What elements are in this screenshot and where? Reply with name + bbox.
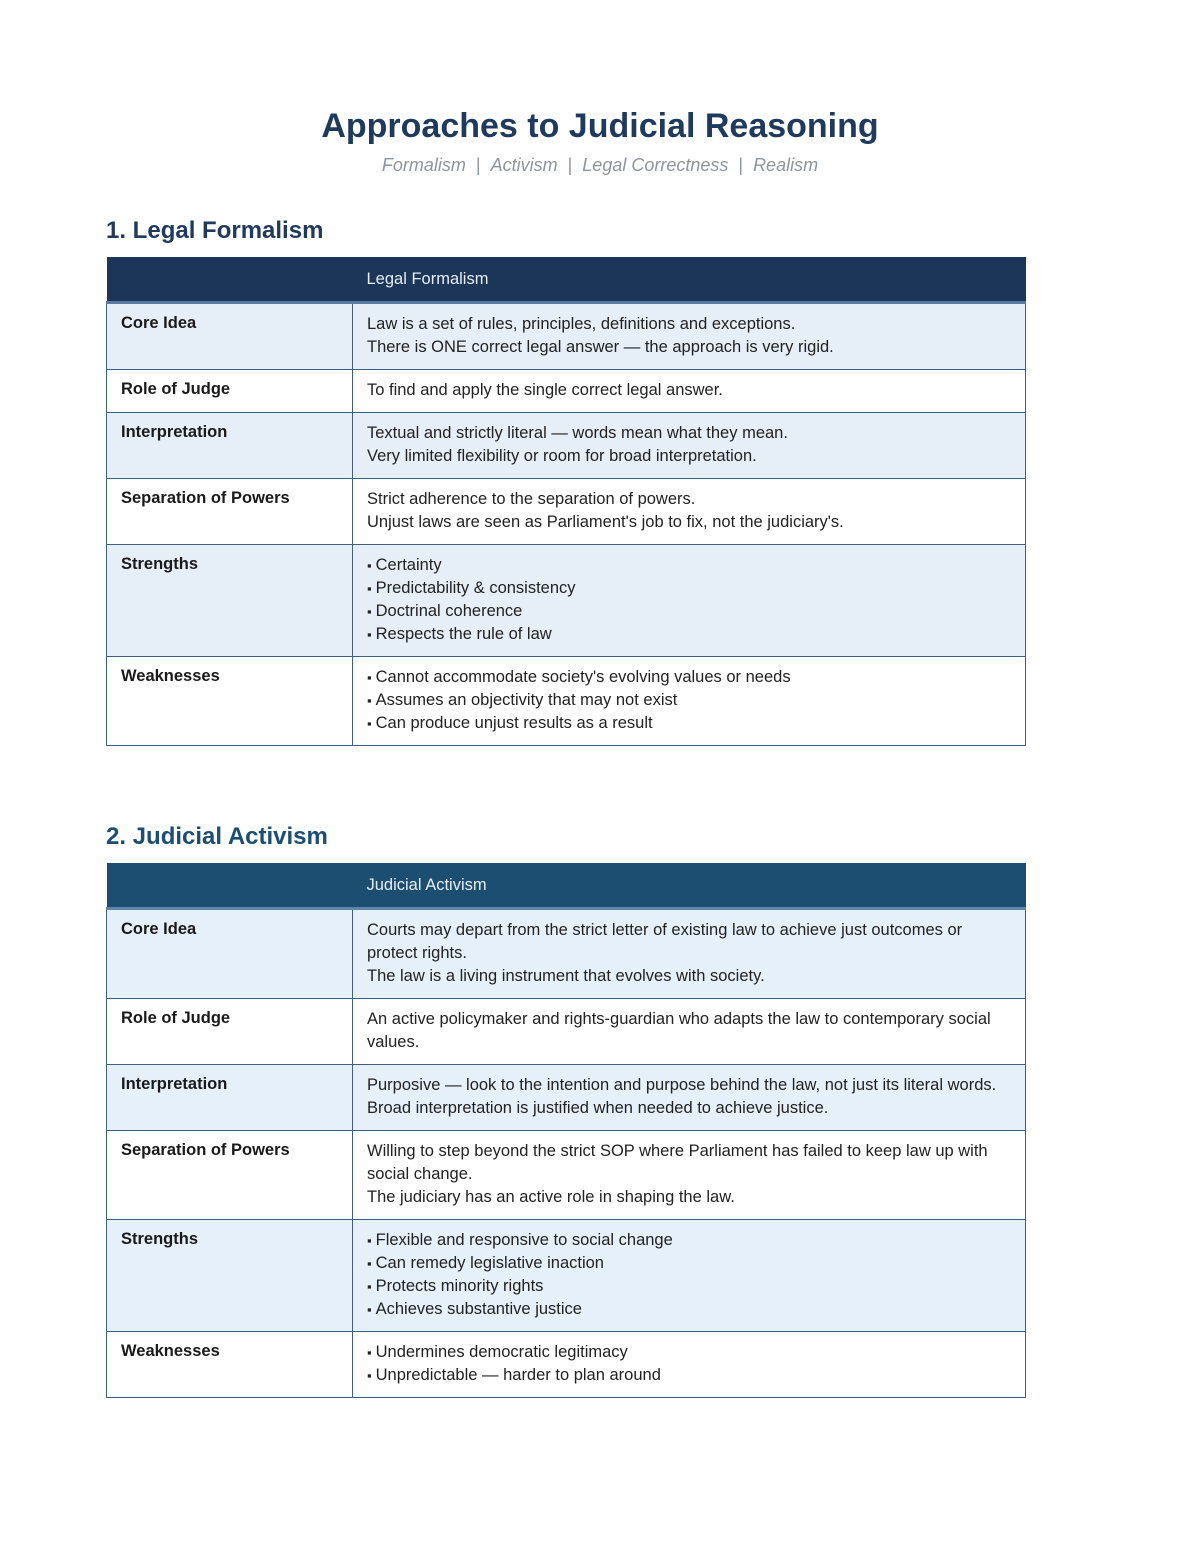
bullet-item: ▪ Can produce unjust results as a result — [367, 712, 1011, 735]
header-empty-cell — [107, 257, 353, 303]
subtitle-item: Activism — [490, 155, 558, 175]
bullet-item: ▪ Cannot accommodate society's evolving values or needs — [367, 666, 1011, 689]
content-line: There is ONE correct legal answer — the approach is very rigid. — [367, 338, 834, 356]
row-label: Weaknesses — [107, 1332, 353, 1398]
row-label: Separation of Powers — [107, 1131, 353, 1220]
content-line: Willing to step beyond the strict SOP where Parliament has failed to keep law up with social change. — [367, 1142, 988, 1183]
content-line: Purposive — look to the intention and purpose behind the law, not just its literal words. — [367, 1076, 997, 1094]
document-title: Approaches to Judicial Reasoning — [321, 107, 879, 145]
row-label: Strengths — [107, 545, 353, 657]
document-subtitle — [0, 154, 1200, 176]
header-cell: Judicial Activism — [353, 863, 1026, 909]
table-row — [107, 1065, 1026, 1131]
table-row — [107, 909, 1026, 999]
row-label: Core Idea — [107, 909, 353, 999]
row-content — [353, 545, 1026, 657]
bullet-item: ▪ Certainty — [367, 554, 1011, 577]
table-row — [107, 479, 1026, 545]
row-label: Weaknesses — [107, 657, 353, 746]
table-row — [107, 1332, 1026, 1398]
table-row — [107, 1220, 1026, 1332]
header-cell: Legal Formalism — [353, 257, 1026, 303]
section-heading-legal-formalism: 1. Legal Formalism — [106, 217, 324, 244]
row-label: Interpretation — [107, 1065, 353, 1131]
table-judicial-activism — [106, 863, 1026, 1398]
row-content — [353, 909, 1026, 999]
content-line: The law is a living instrument that evolves with society. — [367, 967, 765, 985]
row-label: Separation of Powers — [107, 479, 353, 545]
table-row — [107, 303, 1026, 370]
row-label: Core Idea — [107, 303, 353, 370]
table-header-row — [107, 257, 1026, 303]
bullet-item: ▪ Respects the rule of law — [367, 623, 1011, 646]
row-label: Role of Judge — [107, 999, 353, 1065]
bullet-item: ▪ Doctrinal coherence — [367, 600, 1011, 623]
table-row — [107, 999, 1026, 1065]
row-label: Strengths — [107, 1220, 353, 1332]
content-line: Textual and strictly literal — words mean what they mean. — [367, 424, 788, 442]
table-header-row — [107, 863, 1026, 909]
row-content — [353, 657, 1026, 746]
content-line: Law is a set of rules, principles, definitions and exceptions. — [367, 315, 796, 333]
subtitle-separator: | — [475, 155, 481, 175]
content-line: Very limited flexibility or room for broad interpretation. — [367, 447, 757, 465]
bullet-item: ▪ Undermines democratic legitimacy — [367, 1341, 1011, 1364]
bullet-item: ▪ Assumes an objectivity that may not exist — [367, 689, 1011, 712]
row-content — [353, 1131, 1026, 1220]
subtitle-item: Formalism — [381, 155, 466, 175]
row-content — [353, 479, 1026, 545]
table-row — [107, 370, 1026, 413]
row-content — [353, 1332, 1026, 1398]
row-content — [353, 1220, 1026, 1332]
content-line: Strict adherence to the separation of powers. — [367, 490, 696, 508]
table-legal-formalism — [106, 257, 1026, 746]
row-label: Role of Judge — [107, 370, 353, 413]
content-line: Courts may depart from the strict letter of existing law to achieve just outcomes or protect rights. — [367, 921, 963, 962]
table-row — [107, 1131, 1026, 1220]
bullet-item: ▪ Flexible and responsive to social change — [367, 1229, 1011, 1252]
row-content — [353, 370, 1026, 413]
bullet-item: ▪ Can remedy legislative inaction — [367, 1252, 1011, 1275]
bullet-item: ▪ Unpredictable — harder to plan around — [367, 1364, 1011, 1387]
content-line: To find and apply the single correct legal answer. — [367, 381, 723, 399]
subtitle-item: Legal Correctness — [582, 155, 729, 175]
bullet-item: ▪ Predictability & consistency — [367, 577, 1011, 600]
content-line: The judiciary has an active role in shaping the law. — [367, 1188, 735, 1206]
row-content — [353, 303, 1026, 370]
header-empty-cell — [107, 863, 353, 909]
table-row — [107, 545, 1026, 657]
content-line: Broad interpretation is justified when needed to achieve justice. — [367, 1099, 829, 1117]
content-line: An active policymaker and rights-guardian who adapts the law to contemporary social values. — [367, 1010, 991, 1051]
table-row — [107, 413, 1026, 479]
subtitle-separator: | — [567, 155, 573, 175]
section-heading-judicial-activism: 2. Judicial Activism — [106, 823, 328, 850]
row-label: Interpretation — [107, 413, 353, 479]
row-content — [353, 999, 1026, 1065]
table-row — [107, 657, 1026, 746]
subtitle-item: Realism — [753, 155, 819, 175]
row-content — [353, 413, 1026, 479]
row-content — [353, 1065, 1026, 1131]
content-line: Unjust laws are seen as Parliament's job to fix, not the judiciary's. — [367, 513, 844, 531]
bullet-item: ▪ Protects minority rights — [367, 1275, 1011, 1298]
bullet-item: ▪ Achieves substantive justice — [367, 1298, 1011, 1321]
subtitle-separator: | — [738, 155, 744, 175]
